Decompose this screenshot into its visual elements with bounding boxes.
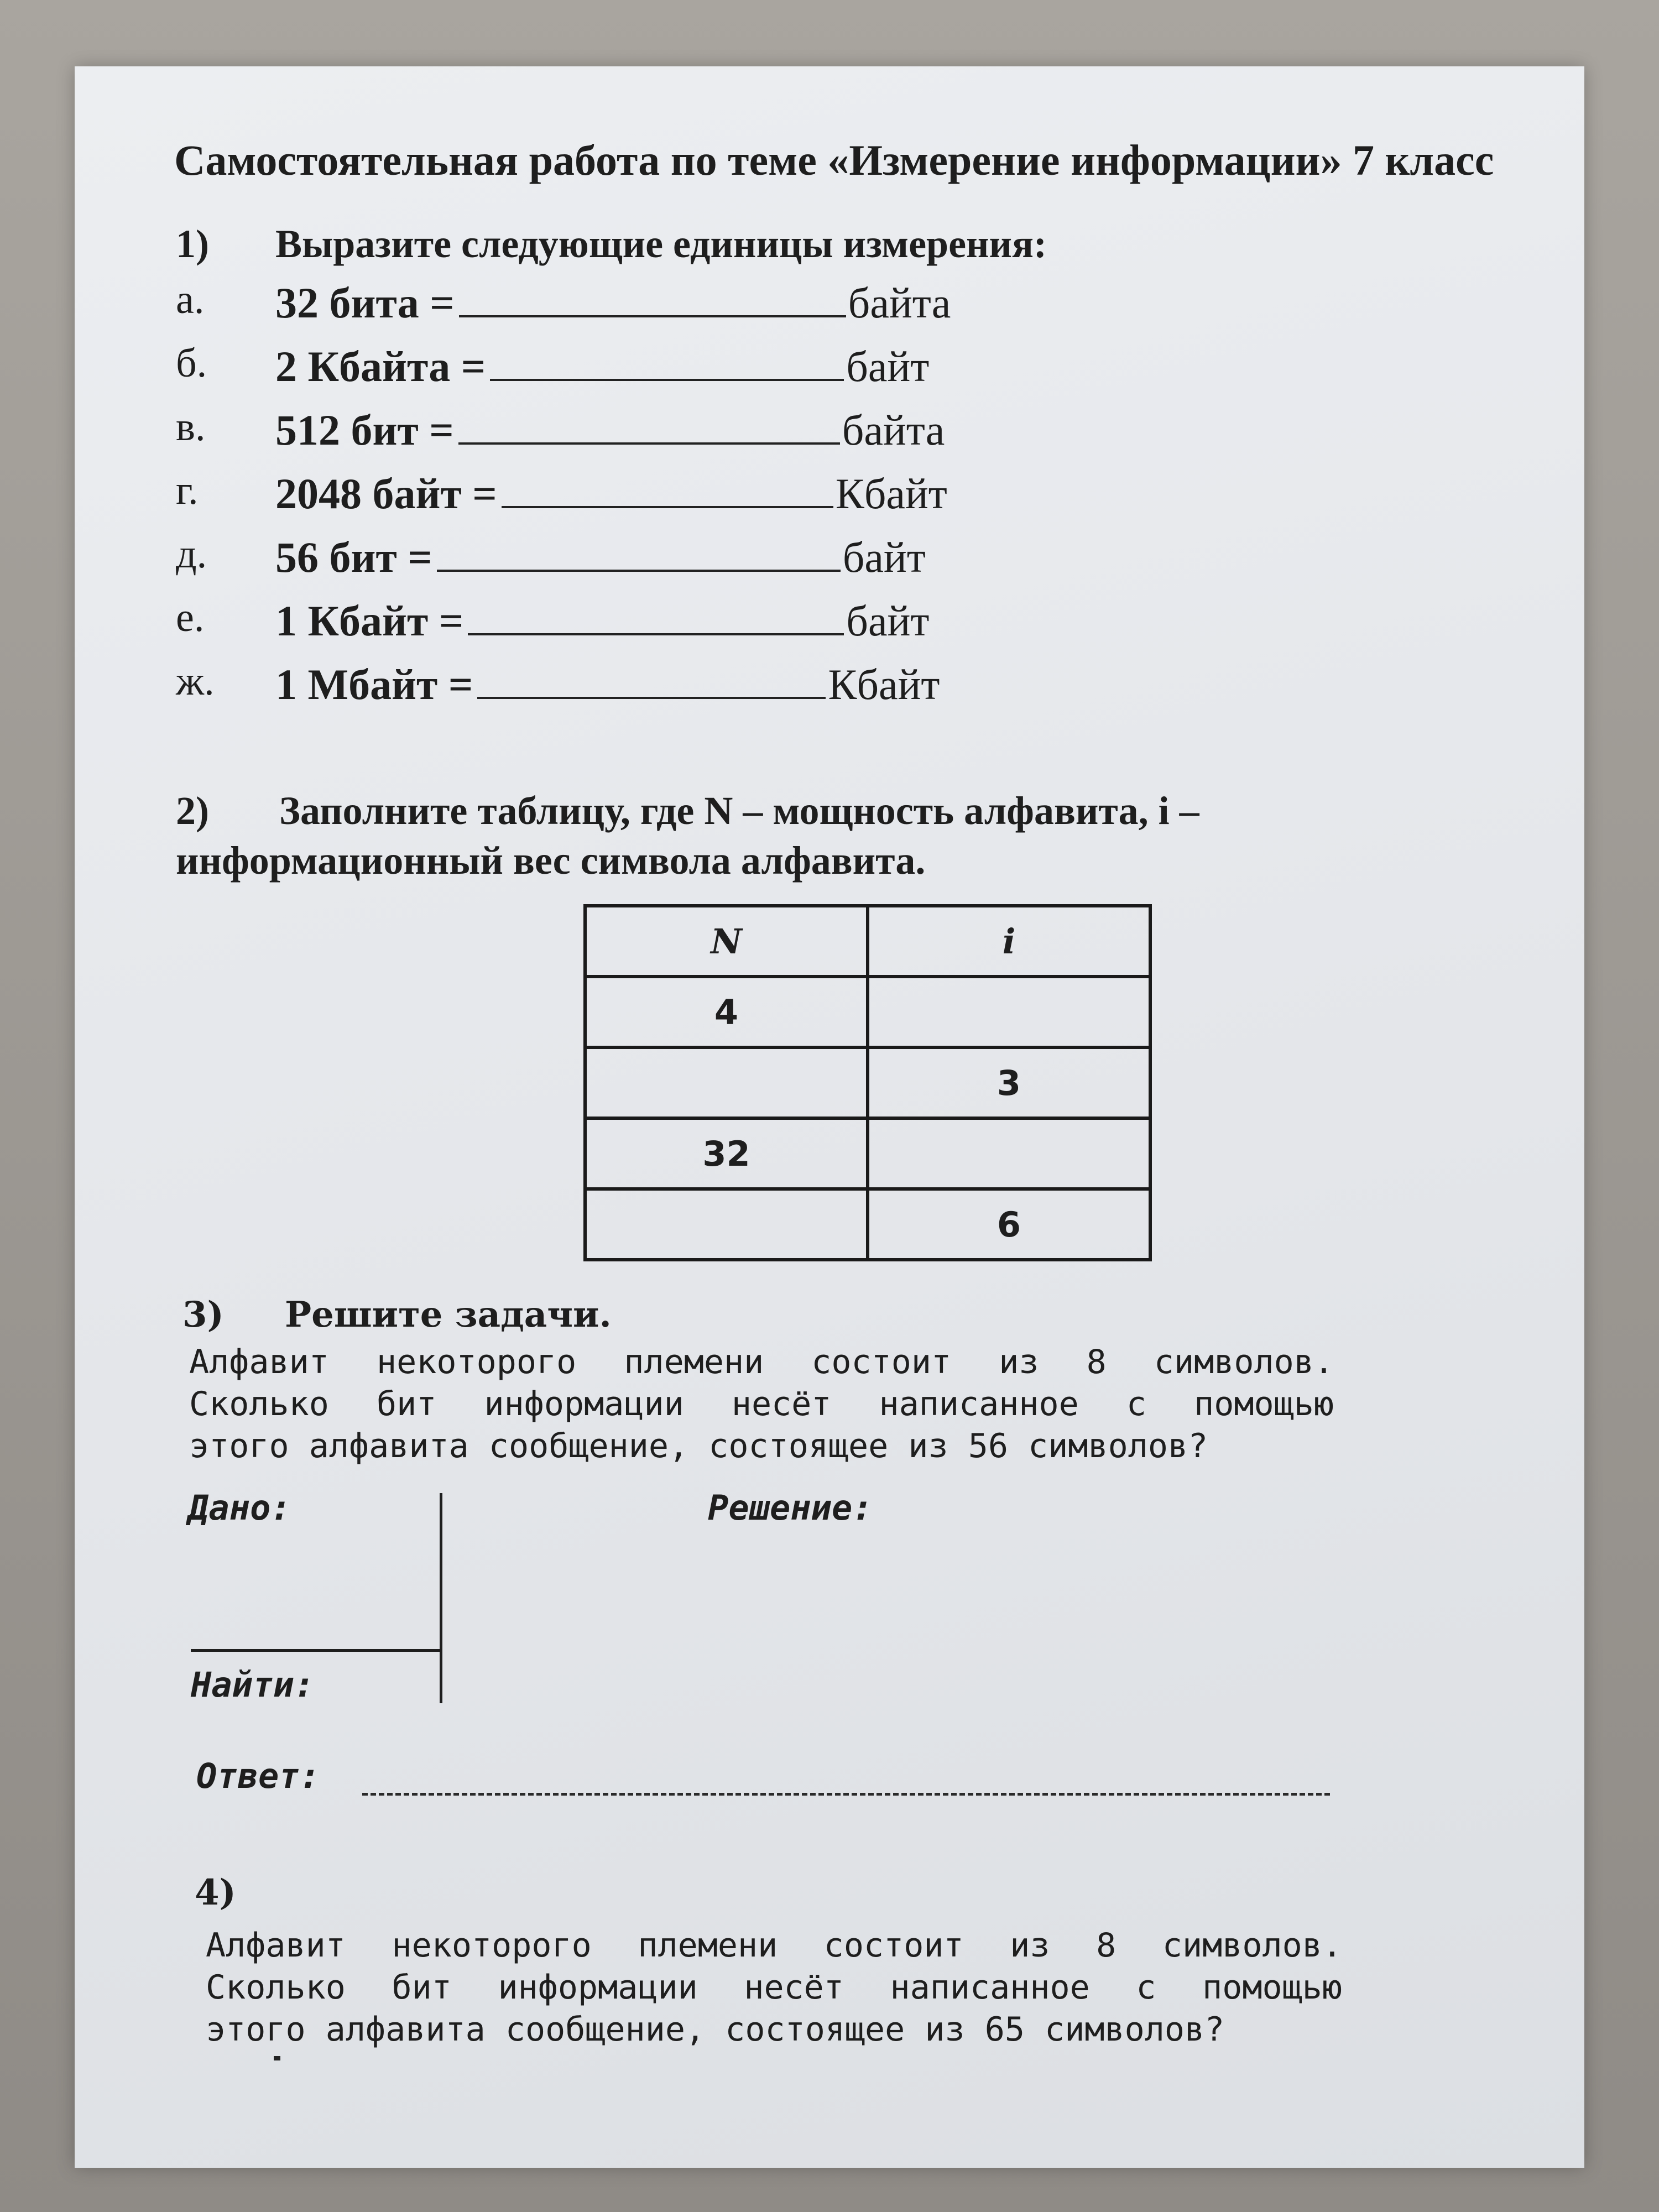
table-cell[interactable] bbox=[868, 1118, 1150, 1189]
task-line: этого алфавита сообщение, состоящее из 56 символов? bbox=[189, 1427, 1208, 1465]
stray-mark bbox=[274, 2056, 280, 2060]
worksheet-title: Самостоятельная работа по теме «Измерение информации» 7 класс bbox=[174, 136, 1494, 184]
conversion-expression: 32 бита = bbox=[275, 279, 455, 327]
table-cell[interactable]: 32 bbox=[585, 1118, 868, 1189]
table-cell[interactable] bbox=[868, 977, 1150, 1047]
task-line: Сколько бит информации несёт написанное с помощью bbox=[189, 1385, 1334, 1423]
conversion-expression: 2048 байт = bbox=[275, 469, 497, 518]
conversion-unit: Кбайт bbox=[828, 660, 940, 708]
task-line: Алфавит некоторого племени состоит из 8 символов. bbox=[206, 1926, 1342, 1965]
conversion-letter: в. bbox=[176, 404, 206, 450]
q2-heading-line1: Заполните таблицу, где N – мощность алфавита, i – bbox=[279, 789, 1199, 833]
table-header-n: N bbox=[585, 906, 868, 977]
answer-blank[interactable] bbox=[437, 531, 841, 572]
conversion-item bbox=[275, 276, 951, 328]
task-line: Алфавит некоторого племени состоит из 8 символов. bbox=[189, 1343, 1334, 1381]
q4-task-text bbox=[206, 1924, 1342, 2051]
q2-heading-line2: информационный вес символа алфавита. bbox=[176, 838, 926, 883]
conversion-unit: байта bbox=[842, 406, 945, 454]
q2-number: 2) bbox=[176, 789, 209, 833]
answer-blank[interactable] bbox=[459, 276, 846, 317]
find-label: Найти: bbox=[191, 1665, 315, 1705]
table-cell[interactable]: 3 bbox=[868, 1047, 1150, 1118]
answer-label: Ответ: bbox=[196, 1756, 320, 1796]
given-divider-horizontal bbox=[191, 1649, 440, 1652]
conversion-letter: а. bbox=[176, 277, 205, 322]
table-cell[interactable]: 4 bbox=[585, 977, 868, 1047]
conversion-expression: 512 бит = bbox=[275, 406, 454, 454]
table-header-i: i bbox=[868, 906, 1150, 977]
conversion-expression: 1 Мбайт = bbox=[275, 660, 473, 708]
conversion-expression: 1 Кбайт = bbox=[275, 597, 464, 645]
q1-number: 1) bbox=[176, 222, 209, 266]
conversion-unit: байта bbox=[848, 279, 951, 327]
q3-number: 3) bbox=[182, 1294, 224, 1335]
answer-dashed-line[interactable] bbox=[362, 1793, 1330, 1796]
table-cell[interactable]: 6 bbox=[868, 1189, 1150, 1260]
q3-task-text bbox=[189, 1341, 1334, 1467]
task-line: этого алфавита сообщение, состоящее из 65 символов? bbox=[206, 2010, 1225, 2049]
conversion-item bbox=[275, 594, 929, 646]
conversion-expression: 56 бит = bbox=[275, 533, 432, 581]
table-row bbox=[585, 1118, 1150, 1189]
conversion-item bbox=[275, 404, 945, 455]
q1-heading: Выразите следующие единицы измерения: bbox=[275, 222, 1047, 266]
task-line: Сколько бит информации несёт написанное с помощью bbox=[206, 1968, 1342, 2007]
q3-heading: Решите задачи. bbox=[285, 1294, 612, 1335]
conversion-letter: ж. bbox=[176, 659, 215, 704]
conversion-unit: байт bbox=[846, 342, 930, 390]
table-row bbox=[585, 977, 1150, 1047]
conversion-letter: г. bbox=[176, 468, 199, 513]
conversion-unit: Кбайт bbox=[835, 469, 947, 518]
answer-blank[interactable] bbox=[477, 658, 826, 699]
conversion-unit: байт bbox=[846, 597, 930, 645]
conversion-item bbox=[275, 531, 926, 582]
q4-number: 4) bbox=[195, 1872, 236, 1913]
answer-blank[interactable] bbox=[502, 467, 833, 508]
solution-label: Решение: bbox=[708, 1488, 873, 1528]
conversion-item bbox=[275, 467, 947, 519]
table-row bbox=[585, 1189, 1150, 1260]
table-cell[interactable] bbox=[585, 1047, 868, 1118]
answer-blank[interactable] bbox=[468, 594, 844, 635]
conversion-letter: б. bbox=[176, 341, 207, 386]
table-cell[interactable] bbox=[585, 1189, 868, 1260]
conversion-letter: е. bbox=[176, 595, 205, 640]
given-label: Дано: bbox=[188, 1488, 291, 1528]
answer-blank[interactable] bbox=[490, 340, 844, 381]
answer-blank[interactable] bbox=[458, 404, 840, 445]
conversion-item bbox=[275, 658, 940, 709]
alphabet-table bbox=[583, 904, 1152, 1261]
table-row bbox=[585, 1047, 1150, 1118]
conversion-letter: д. bbox=[176, 531, 207, 577]
conversion-unit: байт bbox=[842, 533, 926, 581]
given-divider-vertical bbox=[440, 1493, 442, 1703]
conversion-item bbox=[275, 340, 929, 392]
conversion-expression: 2 Кбайта = bbox=[275, 342, 486, 390]
